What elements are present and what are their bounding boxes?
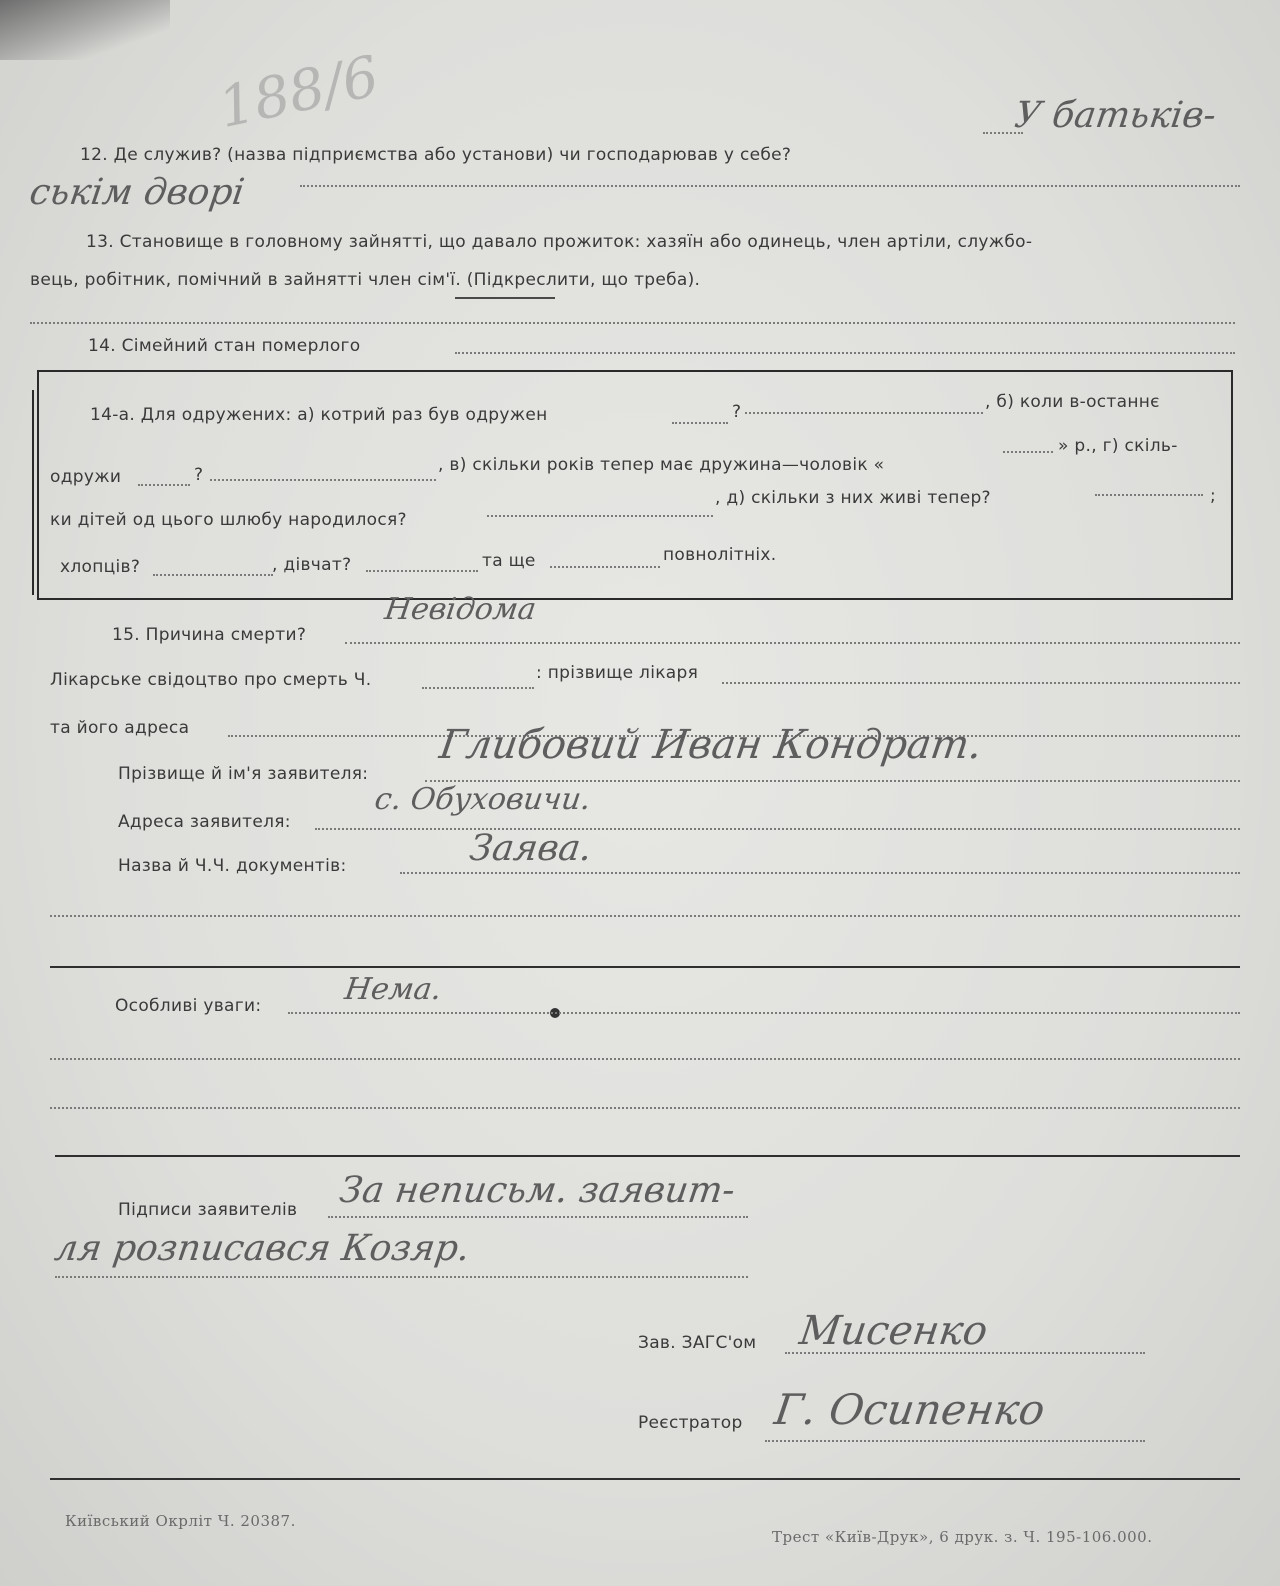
item14a-fill-1	[672, 422, 728, 424]
item14a-line1-c: , б) коли в-останнє	[985, 392, 1160, 412]
footer-divider	[50, 1478, 1240, 1480]
item14-label: 14. Сімейний стан померлого	[88, 336, 361, 356]
item14a-line3-a: ки дітей од цього шлюбу народилося?	[50, 510, 407, 530]
remarks-fill-3	[50, 1107, 1240, 1109]
item14a-line2-b: ?	[194, 465, 204, 485]
applicant-name-label: Прізвище й ім'я заявителя:	[118, 764, 369, 784]
item15-label: 15. Причина смерти?	[112, 625, 307, 645]
medical-doctor-label: : прізвище лікаря	[536, 663, 699, 683]
item13-underline	[455, 297, 555, 299]
registrar-signature: Г. Осипенко	[771, 1385, 1048, 1434]
item14a-fill-7	[1095, 494, 1203, 496]
signatures-fill-1	[328, 1216, 748, 1218]
applicant-address-value: с. Обуховичи.	[372, 782, 593, 817]
item15-answer: Невідома	[382, 592, 539, 627]
applicant-address-fill	[315, 828, 1240, 830]
signatures-label: Підписи заявителів	[118, 1200, 298, 1220]
applicant-address-label: Адреса заявителя:	[118, 812, 291, 832]
remarks-fill-1	[288, 1012, 1240, 1014]
section-divider-2	[55, 1155, 1240, 1157]
item14a-line2-d: » р., г) скіль-	[1058, 436, 1178, 456]
medical-cert-label: Лікарське свідоцтво про смерть Ч.	[50, 670, 372, 690]
item14a-line4-c: та ще	[482, 551, 536, 571]
item12-answer-1: У батьків-	[1012, 95, 1219, 136]
applicant-extra-fill	[50, 915, 1240, 917]
remarks-value: Нема.	[342, 972, 444, 1007]
remarks-label: Особливі уваги:	[115, 996, 262, 1016]
item14a-line1-b: ?	[732, 402, 742, 422]
applicant-docs-label: Назва й Ч.Ч. документів:	[118, 856, 347, 876]
item12-fill-line-2	[300, 185, 1240, 187]
item14a-line3-b: , д) скільки з них живі тепер?	[715, 488, 991, 508]
item14a-fill-6	[487, 515, 713, 517]
applicant-docs-fill	[400, 872, 1240, 874]
section-divider-1	[50, 966, 1240, 968]
item14a-fill-4	[210, 479, 436, 481]
footer-left: Київський Окрліт Ч. 20387.	[65, 1512, 296, 1530]
registrar-fill	[765, 1440, 1145, 1442]
item14a-fill-3	[138, 484, 190, 486]
item14a-line1-a: 14-а. Для одружених: а) котрий раз був одружен	[90, 405, 548, 425]
item14a-fill-9	[366, 570, 478, 572]
item12-answer-2: ськім дворі	[27, 172, 247, 213]
archive-number: 188/6	[213, 43, 385, 142]
item14a-line2-c: , в) скільки років тепер має дружина—чоловік «	[438, 455, 885, 475]
zags-fill	[785, 1352, 1145, 1354]
item14a-line4-b: , дівчат?	[272, 555, 352, 575]
item14a-fill-2	[745, 412, 983, 414]
item14a-fill-5	[1003, 451, 1053, 453]
item14a-fill-8	[153, 574, 273, 576]
medical-doctor-fill	[722, 682, 1240, 684]
item14a-line4-a: хлопців?	[60, 557, 141, 577]
item14a-fill-10	[550, 566, 660, 568]
footer-right: Трест «Київ-Друк», 6 друк. з. Ч. 195-106.000.	[772, 1528, 1153, 1546]
medical-address-label: та його адреса	[50, 718, 190, 738]
item13-line2: вець, робітник, помічний в зайнятті член сім'ї. (Підкреслити, що треба).	[30, 270, 701, 290]
applicant-docs-value: Заява.	[467, 828, 595, 869]
item12-label: 12. Де служив? (назва підприємства або установи) чи господарював у себе?	[80, 145, 792, 165]
item13-line1: 13. Становище в головному зайнятті, що давало прожиток: хазяїн або одинець, член артіли, службо-	[86, 232, 1033, 252]
item14-fill-line	[455, 352, 1235, 354]
signatures-fill-2	[55, 1276, 748, 1278]
item13-fill-line	[30, 322, 1235, 324]
item15-fill-line	[345, 642, 1240, 644]
item14a-box-edge	[32, 390, 40, 595]
applicant-name-value: Глибовий Иван Кондрат.	[436, 722, 985, 768]
zags-signature: Мисенко	[796, 1308, 991, 1354]
item14a-line4-d: повнолітніх.	[663, 545, 777, 565]
signatures-value-2: ля розписався Козяр.	[52, 1228, 473, 1269]
item14a-line3-c: ;	[1210, 486, 1217, 506]
zags-label: Зав. ЗАГС'ом	[638, 1333, 757, 1353]
medical-cert-fill	[422, 687, 534, 689]
remarks-fill-2	[50, 1058, 1240, 1060]
registrar-label: Реєстратор	[638, 1413, 743, 1433]
signatures-value-1: За неписьм. заявит-	[337, 1170, 738, 1211]
page-corner-shadow	[0, 0, 170, 60]
item14a-line2-a: одружи	[50, 467, 122, 487]
